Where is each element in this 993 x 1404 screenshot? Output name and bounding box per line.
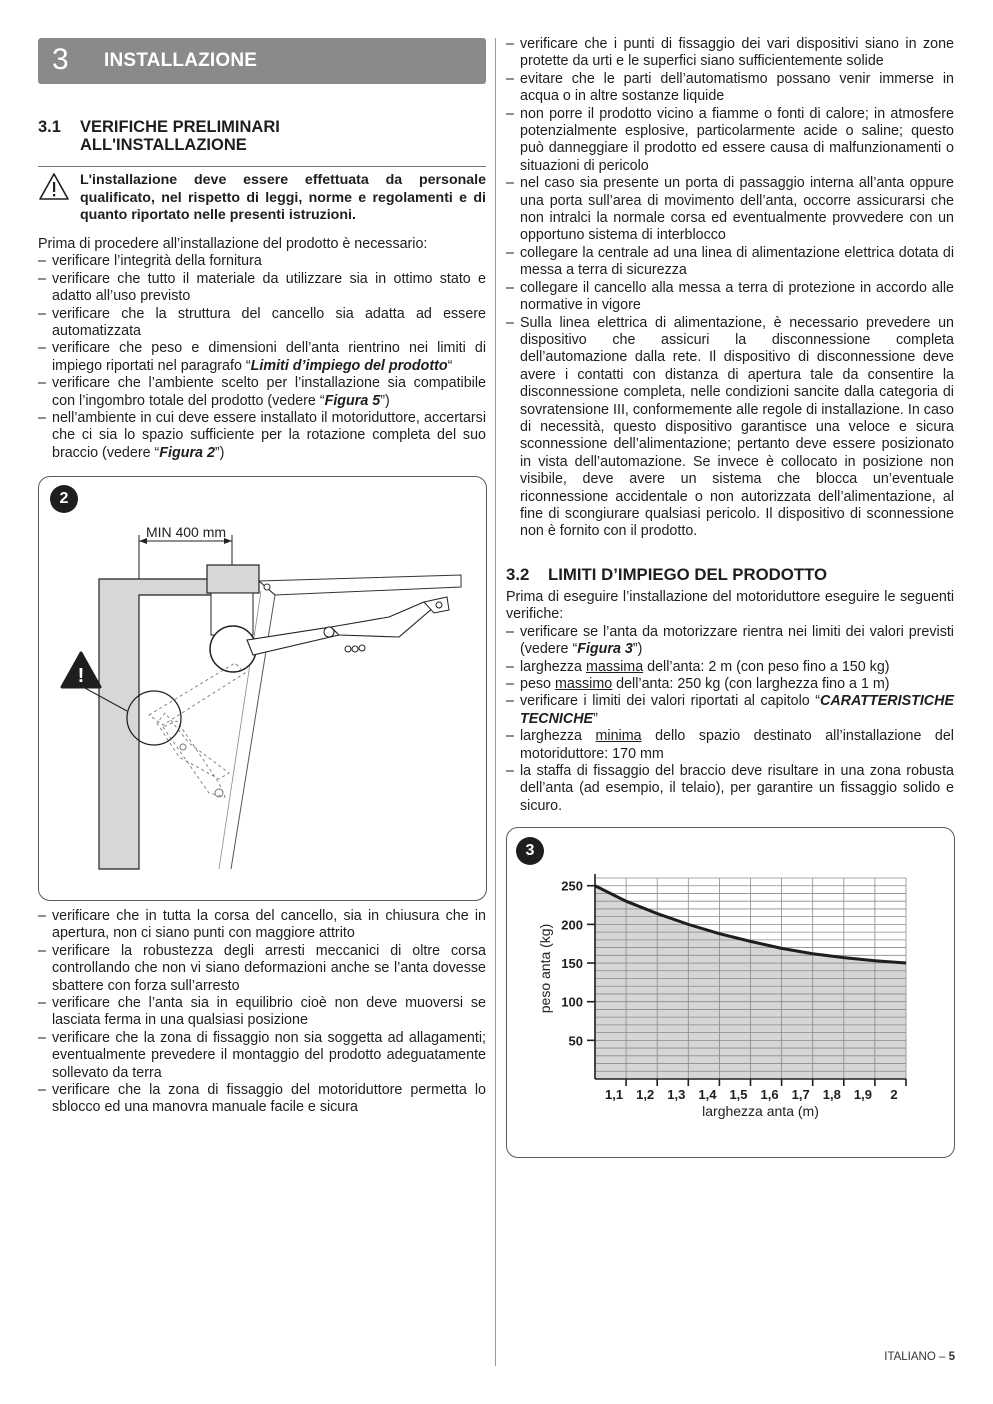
footer-language: ITALIANO – (884, 1351, 949, 1363)
warning-text: L'installazione deve essere effettuata da personale qualificato, nel rispetto di leggi, norme e regolamenti e di quanto riportato nelle presenti istruzioni. (80, 172, 486, 223)
list-item: – verificare che la zona di fissaggio non sia soggetta ad allagamenti; eventualmente prevedere il montaggio del prodotto adeguatamente sollevato da terra (38, 1030, 486, 1082)
list-item: – collegare la centrale ad una linea di alimentazione elettrica dotata di messa a terra di sicurezza (506, 245, 954, 280)
x-tick-label: 2 (890, 1087, 898, 1102)
checklist-b (38, 908, 486, 1117)
x-tick-label: 1,2 (636, 1087, 655, 1102)
x-tick-label: 1,4 (698, 1087, 717, 1102)
y-tick-label: 100 (561, 994, 583, 1010)
heading-3-1-number: 3.1 (38, 118, 61, 136)
heading-3-2-title: LIMITI D’IMPIEGO DEL PRODOTTO (548, 565, 828, 584)
list-item: – larghezza minima dello spazio destinato all’installazione del motoriduttore: 170 mm (506, 728, 954, 763)
list-item: – verificare l’integrità della fornitura (38, 253, 486, 270)
x-tick-label: 1,9 (853, 1087, 872, 1102)
list-item: – nell’ambiente in cui deve essere installato il motoriduttore, accertarsi che ci sia lo spazio sufficiente per la rotazione completa del suo braccio (vedere “Figura 2”) (38, 410, 486, 462)
list-item: – Sulla linea elettrica di alimentazione, è necessario prevedere un dispositivo che assicuri la disconnessione completa dell’automazione dalla rete. Il dispositivo di disconnessione deve avere i contatti con distanza di apertura tale da consentire la disconnessione completa, nelle condizioni sancite dalla categoria di sovratensione III, conformemente alle regole di installazione. In caso di necessità, questo dispositivo garantisce una veloce e sicura sconnessione dell’alimentazione; pertanto deve essere posizionato in vista dell’automazione. Se invece è collocato in posizione non visibile, deve avere un sistema che blocca un’eventuale riconnessione accidentale o non autorizzata dell’alimentazione, al fine di scongiurare qualsiasi pericolo. Il dispositivo di sconnessione non è fornito con il prodotto. (506, 315, 954, 541)
x-tick-label: 1,7 (791, 1087, 810, 1102)
heading-3-1-line2: ALL'INSTALLAZIONE (80, 136, 247, 154)
list-item: – verificare i limiti dei valori riportati al capitolo “CARATTERISTICHE TECNICHE” (506, 693, 954, 728)
x-tick-label: 1,5 (729, 1087, 748, 1102)
list-item: – peso massimo dell’anta: 250 kg (con larghezza fino a 1 m) (506, 676, 954, 693)
x-tick-label: 1,8 (822, 1087, 841, 1102)
x-tick-label: 1,6 (760, 1087, 779, 1102)
list-item: – evitare che le parti dell’automatismo possano venir immerse in acqua o in altre sostanze liquide (506, 71, 954, 106)
page-number: 5 (948, 1351, 955, 1363)
section-number: 3 (52, 43, 69, 76)
y-tick-label: 50 (568, 1033, 583, 1049)
min-distance-label: MIN 400 mm (145, 524, 227, 540)
heading-rule (38, 166, 486, 167)
section-title: INSTALLAZIONE (104, 50, 258, 71)
list-item: – non porre il prodotto vicino a fiamme o fonti di calore; in atmosfere potenzialmente esplosive, particolarmente acide o saline; questo può danneggiare il prodotto ed essere causa di malfunzionamenti o situazioni di pericolo (506, 106, 954, 176)
y-tick-label: 150 (561, 956, 583, 972)
left-text-b (38, 908, 486, 1117)
figure-3 (506, 827, 955, 1158)
list-item: – verificare che peso e dimensioni dell’anta rientrino nei limiti di impiego riportati nel paragrafo “Limiti d’impiego del prodotto“ (38, 340, 486, 375)
gate-installation-drawing (39, 477, 486, 900)
section-3-2 (506, 566, 954, 815)
intro-text: Prima di procedere all’installazione del prodotto è necessario: (38, 236, 428, 252)
list-item: – collegare il cancello alla messa a terra di protezione in accordo alle normative in vigore (506, 280, 954, 315)
weight-width-chart (507, 828, 954, 1157)
list-item: – la staffa di fissaggio del braccio deve risultare in una zona robusta dell’anta (ad esempio, il telaio), per garantire un fissaggio solido e sicuro. (506, 763, 954, 815)
list-item: – verificare se l’anta da motorizzare rientra nei limiti dei valori previsti (vedere “Figura 3”) (506, 624, 954, 659)
x-tick-label: 1,3 (667, 1087, 686, 1102)
warning-block (38, 172, 486, 225)
y-tick-label: 200 (561, 917, 583, 933)
figure-2-badge: 2 (50, 485, 78, 513)
list-item: – verificare la robustezza degli arresti meccanici di oltre corsa controllando che non vi siano deformazioni anche se l’anta dovesse sbattere con forza sull’arresto (38, 943, 486, 995)
x-axis-label: larghezza anta (m) (702, 1103, 819, 1119)
heading-3-2-number: 3.2 (506, 565, 530, 584)
checklist-a (38, 253, 486, 462)
list-item: – larghezza massima dell’anta: 2 m (con peso fino a 150 kg) (506, 659, 954, 676)
danger-mark: ! (77, 665, 85, 687)
list-item: – verificare che tutto il materiale da utilizzare sia in ottimo stato e adatto all’uso previsto (38, 271, 486, 306)
list-item: – verificare che l’anta sia in equilibrio cioè non deve muoversi se lasciata ferma in una qualsiasi posizione (38, 995, 486, 1030)
left-text-a (38, 236, 486, 462)
list-item: – nel caso sia presente un porta di passaggio interna all’anta oppure una porta sull’area di movimento dell’anta, occorre assicurarsi che non intralci la normale corsa ed eventualmente provvedere con un opportuno sistema di interblocco (506, 175, 954, 245)
section-header (38, 38, 486, 84)
checklist-d (506, 624, 954, 815)
column-divider (495, 38, 496, 1366)
list-item: – verificare che in tutta la corsa del cancello, sia in chiusura che in apertura, non ci siano punti con maggiore attrito (38, 908, 486, 943)
x-tick-label: 1,1 (605, 1087, 624, 1102)
s32-intro-text: Prima di eseguire l’installazione del motoriduttore eseguire le seguenti verifiche: (506, 589, 954, 623)
y-axis-label: peso anta (kg) (537, 923, 553, 1014)
list-item: – verificare che la zona di fissaggio del motoriduttore permetta lo sblocco ed una manovra manuale facile e sicura (38, 1082, 486, 1117)
heading-3-1 (38, 118, 486, 154)
list-item: – verificare che la struttura del cancello sia adatta ad essere automatizzata (38, 306, 486, 341)
figure-3-badge: 3 (516, 837, 544, 865)
figure-2 (38, 476, 487, 901)
y-tick-label: 250 (561, 878, 583, 894)
list-item: – verificare che l’ambiente scelto per l’installazione sia compatibile con l’ingombro totale del prodotto (vedere “Figura 5”) (38, 375, 486, 410)
list-item: – verificare che i punti di fissaggio dei vari dispositivi siano in zone protette da urti e le superfici siano sufficientemente solide (506, 36, 954, 71)
right-text-a (506, 36, 954, 541)
warning-triangle-icon (38, 172, 70, 202)
heading-3-1-line1: VERIFICHE PRELIMINARI (80, 118, 280, 136)
page-footer (884, 1351, 955, 1363)
checklist-c (506, 36, 954, 541)
